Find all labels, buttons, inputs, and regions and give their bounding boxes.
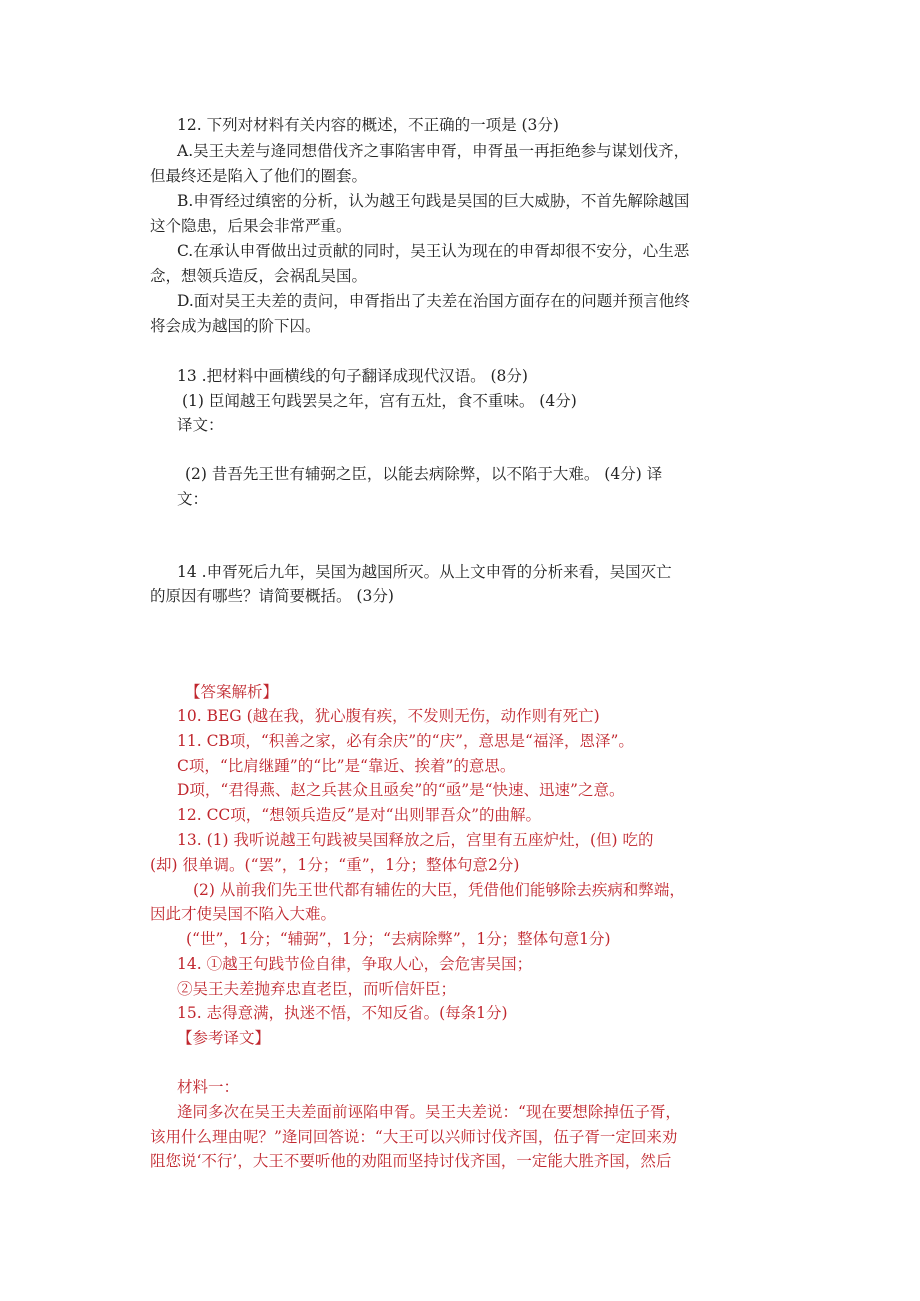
q13-answer-label-1: 译文： [177, 416, 224, 434]
q12-option-a-line2: 但最终还是陷入了他们的圈套。 [150, 167, 368, 185]
q12-option-d-line2: 将会成为越国的阶下囚。 [150, 317, 321, 335]
q12-option-c-line2: 念，想领兵造反，会祸乱吴国。 [150, 267, 368, 285]
translation-line1: 逄同多次在吴王夫差面前诬陷申胥。吴王夫差说：“现在要想除掉伍子胥， [177, 1103, 681, 1121]
answer-10: 10. BEG (越在我，犹心腹有疾，不发则无伤，动作则有死亡) [177, 707, 600, 725]
answer-13-line1: 13. (1) 我听说越王句践被吴国释放之后，宫里有五座炉灶，(但) 吃的 [177, 831, 654, 849]
q12-option-c-line1: C.在承认申胥做出过贡献的同时，吴王认为现在的申胥却很不安分，心生恶 [177, 242, 690, 260]
answer-11-line3: D项，“君得燕、赵之兵甚众且亟矣”的“亟”是“快速、迅速”之意。 [177, 781, 625, 799]
q14-stem-line1: 14 .申胥死后九年，吴国为越国所灭。从上文申胥的分析来看，吴国灭亡 [177, 563, 672, 581]
q14-stem-line2: 的原因有哪些？请简要概括。 (3分) [150, 587, 394, 605]
q12-option-b-line1: B.申胥经过缜密的分析，认为越王句践是吴国的巨大威胁，不首先解除越国 [177, 192, 690, 210]
translation-line2: 该用什么理由呢？”逄同回答说：“大王可以兴师讨伐齐国，伍子胥一定回来劝 [150, 1128, 678, 1146]
q12-option-a-line1: A.吴王夫差与逄同想借伐齐之事陷害申胥，申胥虽一再拒绝参与谋划伐齐， [177, 142, 690, 160]
answer-11-line1: 11. CB项，“积善之家，必有余庆”的“庆”，意思是“福泽，恩泽”。 [177, 732, 634, 750]
translation-title: 材料一： [177, 1078, 240, 1096]
q12-option-d-line1: D.面对吴王夫差的责问，申胥指出了夫差在治国方面存在的问题并预言他终 [177, 292, 690, 310]
answer-13-line5: (“世”，1分；“辅弼”，1分；“去病除弊”，1分；整体句意1分) [186, 930, 611, 948]
answer-13-line2: (却) 很单调。(“罢”，1分；“重”，1分；整体句意2分) [150, 856, 520, 874]
answer-14-line1: 14. ①越王句践节俭自律，争取人心，会危害吴国； [177, 955, 533, 973]
q13-stem: 13 .把材料中画横线的句子翻译成现代汉语。 (8分) [177, 367, 528, 385]
answer-13-line3: (2) 从前我们先王世代都有辅佐的大臣，凭借他们能够除去疾病和弊端， [193, 881, 685, 899]
answer-14-line2: ②吴王夫差抛弃忠直老臣，而听信奸臣； [177, 980, 457, 998]
q13-sentence-1: (1) 臣闻越王句践罢吴之年，宫有五灶，食不重味。 (4分) [182, 392, 577, 410]
answer-12: 12. CC项，“想领兵造反”是对“出则罪吾众”的曲解。 [177, 806, 541, 824]
q12-stem: 12. 下列对材料有关内容的概述，不正确的一项是 (3分) [177, 116, 559, 134]
q13-answer-label-2: 文： [177, 490, 209, 508]
q12-option-b-line2: 这个隐患，后果会非常严重。 [150, 217, 352, 235]
answer-11-line2: C项，“比肩继踵”的“比”是“靠近、挨着”的意思。 [177, 757, 516, 775]
answer-header: 【答案解析】 [185, 683, 279, 701]
reference-translation-header: 【参考译文】 [177, 1029, 271, 1047]
q13-sentence-2: (2) 昔吾先王世有辅弼之臣，以能去病除弊，以不陷于大难。 (4分) 译 [185, 465, 663, 483]
answer-13-line4: 因此才使吴国不陷入大难。 [150, 905, 337, 923]
translation-line3: 阻您说‘不行’，大王不要听他的劝阻而坚持讨伐齐国，一定能大胜齐国，然后 [150, 1152, 672, 1170]
answer-15: 15. 志得意满，执迷不悟，不知反省。(每条1分) [177, 1004, 508, 1022]
